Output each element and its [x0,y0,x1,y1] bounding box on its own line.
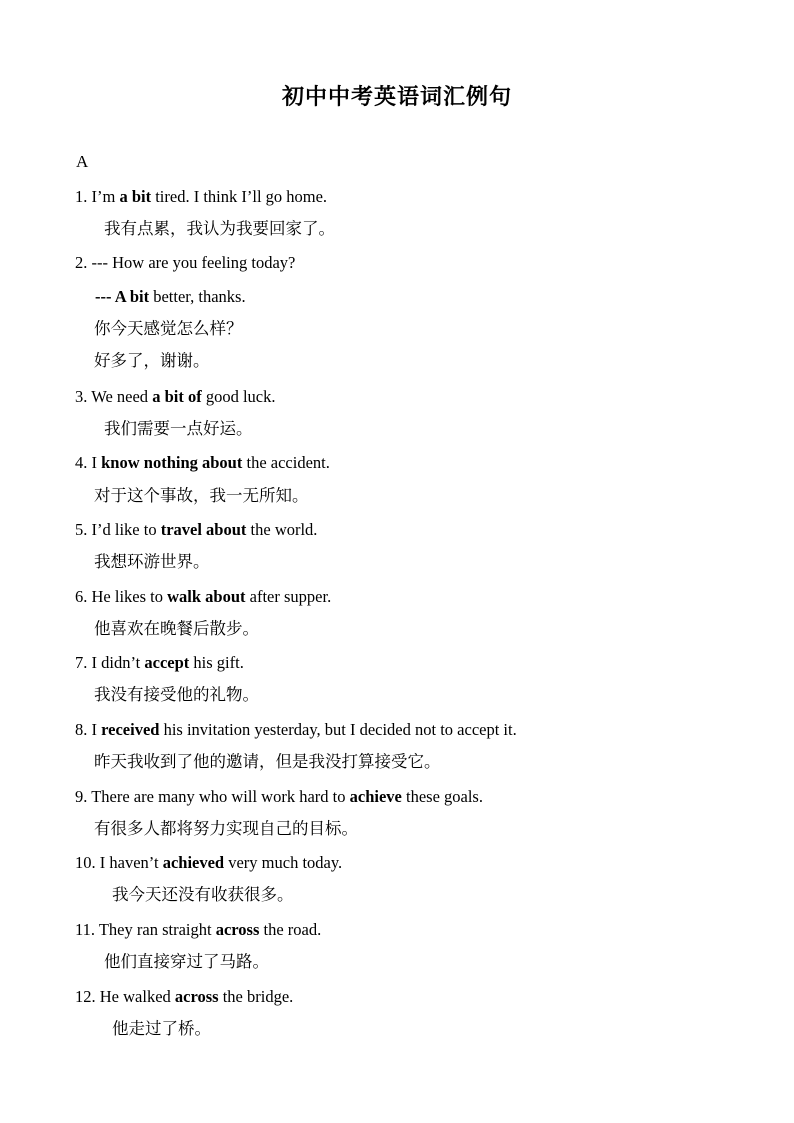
english-sentence [75,851,342,875]
sentence-number: 9. [75,787,92,806]
chinese-translation: 他走过了桥。 [112,1019,211,1038]
sentence-text: I’m [91,187,120,206]
sentence-text: tired. I think I’ll go home. [151,187,328,206]
sentence-text: He likes to [91,587,168,606]
key-phrase: a bit [119,187,152,206]
key-phrase: achieved [162,853,225,872]
key-phrase: accept [144,653,190,672]
key-phrase: achieve [349,787,402,806]
chinese-translation: 我们需要一点好运。 [104,419,253,438]
sentence-number: 10. [75,853,100,872]
sentence-text: I’d like to [91,520,161,539]
english-sentence [75,185,327,209]
chinese-translation: 他喜欢在晚餐后散步。 [94,619,259,638]
sentence-text: --- How are you feeling today? [91,253,296,272]
chinese-translation: 我今天还没有收获很多。 [112,885,294,904]
sentence-text: They ran straight [98,920,216,939]
sentence-number: 4. [75,453,92,472]
english-sentence [75,518,317,542]
sentence-number: 3. [75,387,92,406]
sentence-text: his invitation yesterday, but I decided not to accept it. [159,720,517,739]
key-phrase: a bit of [152,387,202,406]
sentence-text: I haven’t [99,853,163,872]
english-sentence [75,385,275,409]
sentence-number: 5. [75,520,92,539]
english-sentence [75,451,330,475]
sentence-text: his gift. [189,653,244,672]
sentence-number: 2. [75,253,92,272]
key-phrase: across [174,987,219,1006]
sentence-text: after supper. [245,587,332,606]
sentence-text: good luck. [201,387,276,406]
sentence-number: 7. [75,653,92,672]
sentence-number: 6. [75,587,92,606]
chinese-translation: 好多了，谢谢。 [94,351,210,370]
chinese-translation: 对于这个事故，我一无所知。 [94,486,309,505]
key-phrase: A bit [114,287,150,306]
english-sentence [75,251,295,275]
chinese-translation: 昨天我收到了他的邀请，但是我没打算接受它。 [94,752,441,771]
chinese-translation: 我没有接受他的礼物。 [94,685,259,704]
sentence-number: 8. [75,720,92,739]
chinese-translation: 我有点累，我认为我要回家了。 [104,219,335,238]
chinese-translation: 他们直接穿过了马路。 [104,952,269,971]
sentence-text: I didn’t [91,653,145,672]
sentence-text: There are many who will work hard to [91,787,350,806]
key-phrase: walk about [167,587,246,606]
chinese-translation: 有很多人都将努力实现自己的目标。 [94,819,358,838]
english-sentence [75,985,293,1009]
sentence-number: 1. [75,187,92,206]
sentence-text: these goals. [401,787,483,806]
key-phrase: travel about [160,520,247,539]
key-phrase: know nothing about [101,453,243,472]
english-sentence [75,585,331,609]
english-sentence [75,651,244,675]
english-sentence [75,718,517,742]
english-sentence [75,785,483,809]
sentence-text: the world. [246,520,318,539]
sentence-text: better, thanks. [149,287,246,306]
chinese-translation: 你今天感觉怎么样？ [94,319,243,338]
key-phrase: received [101,720,160,739]
sentence-text: the road. [259,920,322,939]
sentence-text: He walked [99,987,175,1006]
chinese-translation: 我想环游世界。 [94,552,210,571]
english-sentence [95,285,246,309]
sentence-text: the accident. [242,453,330,472]
sentence-number: 11. [75,920,99,939]
page-title: 初中中考英语词汇例句 [281,85,512,110]
key-phrase: --- [95,287,115,306]
sentence-text: the bridge. [218,987,294,1006]
sentence-text: very much today. [224,853,343,872]
section-heading: A [76,152,89,171]
english-sentence [75,918,321,942]
key-phrase: across [215,920,260,939]
sentence-number: 12. [75,987,100,1006]
sentence-text: We need [91,387,153,406]
sentence-text: I [91,720,102,739]
sentence-text: I [91,453,102,472]
